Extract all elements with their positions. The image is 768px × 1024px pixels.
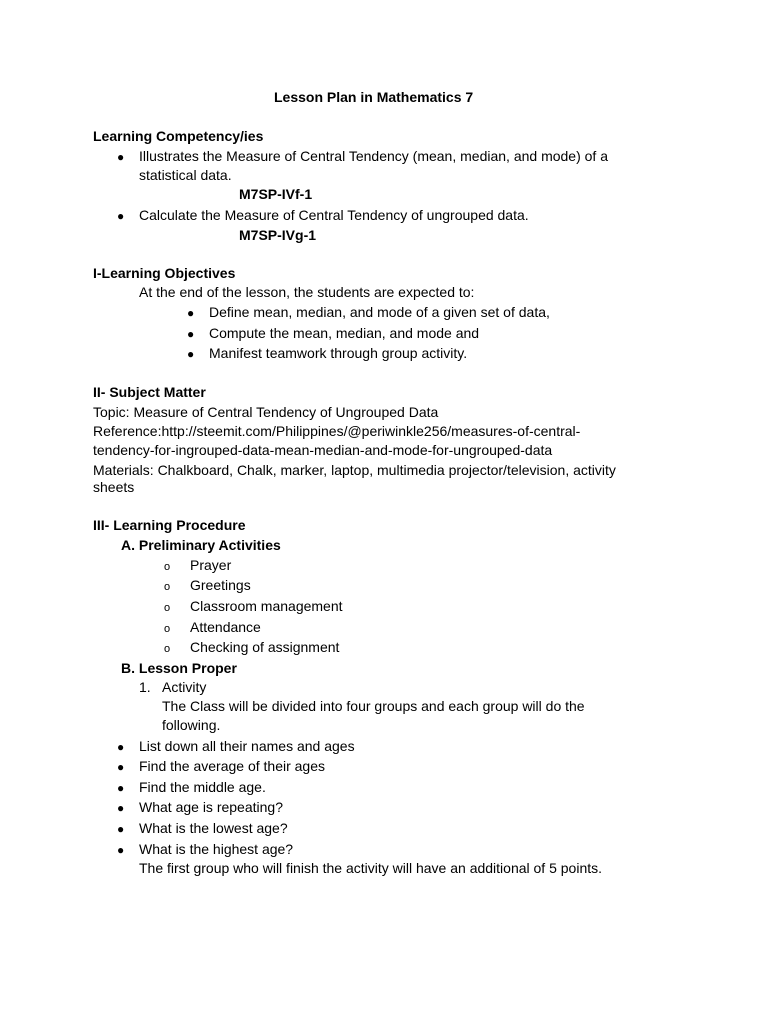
objective-item-1: Define mean, median, and mode of a given set of data, bbox=[209, 304, 550, 320]
objectives-heading: I-Learning Objectives bbox=[93, 265, 236, 281]
activity-item-3: Find the middle age. bbox=[139, 779, 266, 795]
objective-item-2: Compute the mean, median, and mode and bbox=[209, 325, 480, 341]
bullet-icon: ● bbox=[117, 209, 125, 223]
activity-desc-line2: following. bbox=[162, 717, 221, 733]
competency-item-2-line1: Calculate the Measure of Central Tendency of ungrouped data. bbox=[139, 207, 529, 223]
page-title: Lesson Plan in Mathematics 7 bbox=[274, 89, 474, 105]
bullet-icon: ● bbox=[117, 822, 125, 836]
activity-item-1: List down all their names and ages bbox=[139, 738, 355, 754]
circle-bullet-icon: o bbox=[164, 581, 171, 593]
prelim-item-5: Checking of assignment bbox=[190, 639, 340, 655]
bullet-icon: ● bbox=[187, 347, 195, 361]
activity-desc-line1: The Class will be divided into four groups and each group will do the bbox=[162, 698, 585, 714]
competency-item-1-line1: Illustrates the Measure of Central Tendency (mean, median, and mode) of a bbox=[139, 148, 608, 164]
bullet-icon: ● bbox=[117, 740, 125, 754]
bullet-icon: ● bbox=[117, 760, 125, 774]
subject-materials-line1: Materials: Chalkboard, Chalk, marker, laptop, multimedia projector/television, activity bbox=[93, 462, 616, 478]
activity-closing: The first group who will finish the activity will have an additional of 5 points. bbox=[139, 860, 603, 876]
lesson-proper-heading: B. Lesson Proper bbox=[121, 660, 237, 676]
subject-reference-line1: Reference:http://steemit.com/Philippines/@periwinkle256/measures-of-central- bbox=[93, 423, 581, 439]
subject-materials-line2: sheets bbox=[93, 479, 135, 495]
procedure-heading: III- Learning Procedure bbox=[93, 517, 246, 533]
circle-bullet-icon: o bbox=[164, 643, 171, 655]
prelim-heading: A. Preliminary Activities bbox=[121, 537, 281, 553]
activity-number: 1. bbox=[139, 679, 151, 695]
bullet-icon: ● bbox=[117, 801, 125, 815]
competency-heading: Learning Competency/ies bbox=[93, 128, 264, 144]
activity-item-4: What age is repeating? bbox=[139, 799, 283, 815]
competency-item-1-line2: statistical data. bbox=[139, 167, 232, 183]
objectives-intro: At the end of the lesson, the students are expected to: bbox=[139, 284, 475, 300]
prelim-item-3: Classroom management bbox=[190, 598, 343, 614]
circle-bullet-icon: o bbox=[164, 623, 171, 635]
competency-code-1: M7SP-IVf-1 bbox=[239, 186, 313, 202]
subject-heading: II- Subject Matter bbox=[93, 384, 206, 400]
activity-title: Activity bbox=[162, 679, 207, 695]
prelim-item-4: Attendance bbox=[190, 619, 261, 635]
bullet-icon: ● bbox=[187, 327, 195, 341]
competency-code-2: M7SP-IVg-1 bbox=[239, 227, 317, 243]
bullet-icon: ● bbox=[117, 150, 125, 164]
bullet-icon: ● bbox=[187, 306, 195, 320]
subject-reference-line2: tendency-for-ingrouped-data-mean-median-and-mode-for-ungrouped-data bbox=[93, 442, 553, 458]
activity-item-5: What is the lowest age? bbox=[139, 820, 288, 836]
objective-item-3: Manifest teamwork through group activity. bbox=[209, 345, 468, 361]
bullet-icon: ● bbox=[117, 843, 125, 857]
prelim-item-2: Greetings bbox=[190, 577, 251, 593]
bullet-icon: ● bbox=[117, 781, 125, 795]
circle-bullet-icon: o bbox=[164, 602, 171, 614]
activity-item-2: Find the average of their ages bbox=[139, 758, 326, 774]
subject-topic: Topic: Measure of Central Tendency of Ungrouped Data bbox=[93, 404, 439, 420]
prelim-item-1: Prayer bbox=[190, 557, 232, 573]
circle-bullet-icon: o bbox=[164, 561, 171, 573]
activity-item-6: What is the highest age? bbox=[139, 841, 294, 857]
